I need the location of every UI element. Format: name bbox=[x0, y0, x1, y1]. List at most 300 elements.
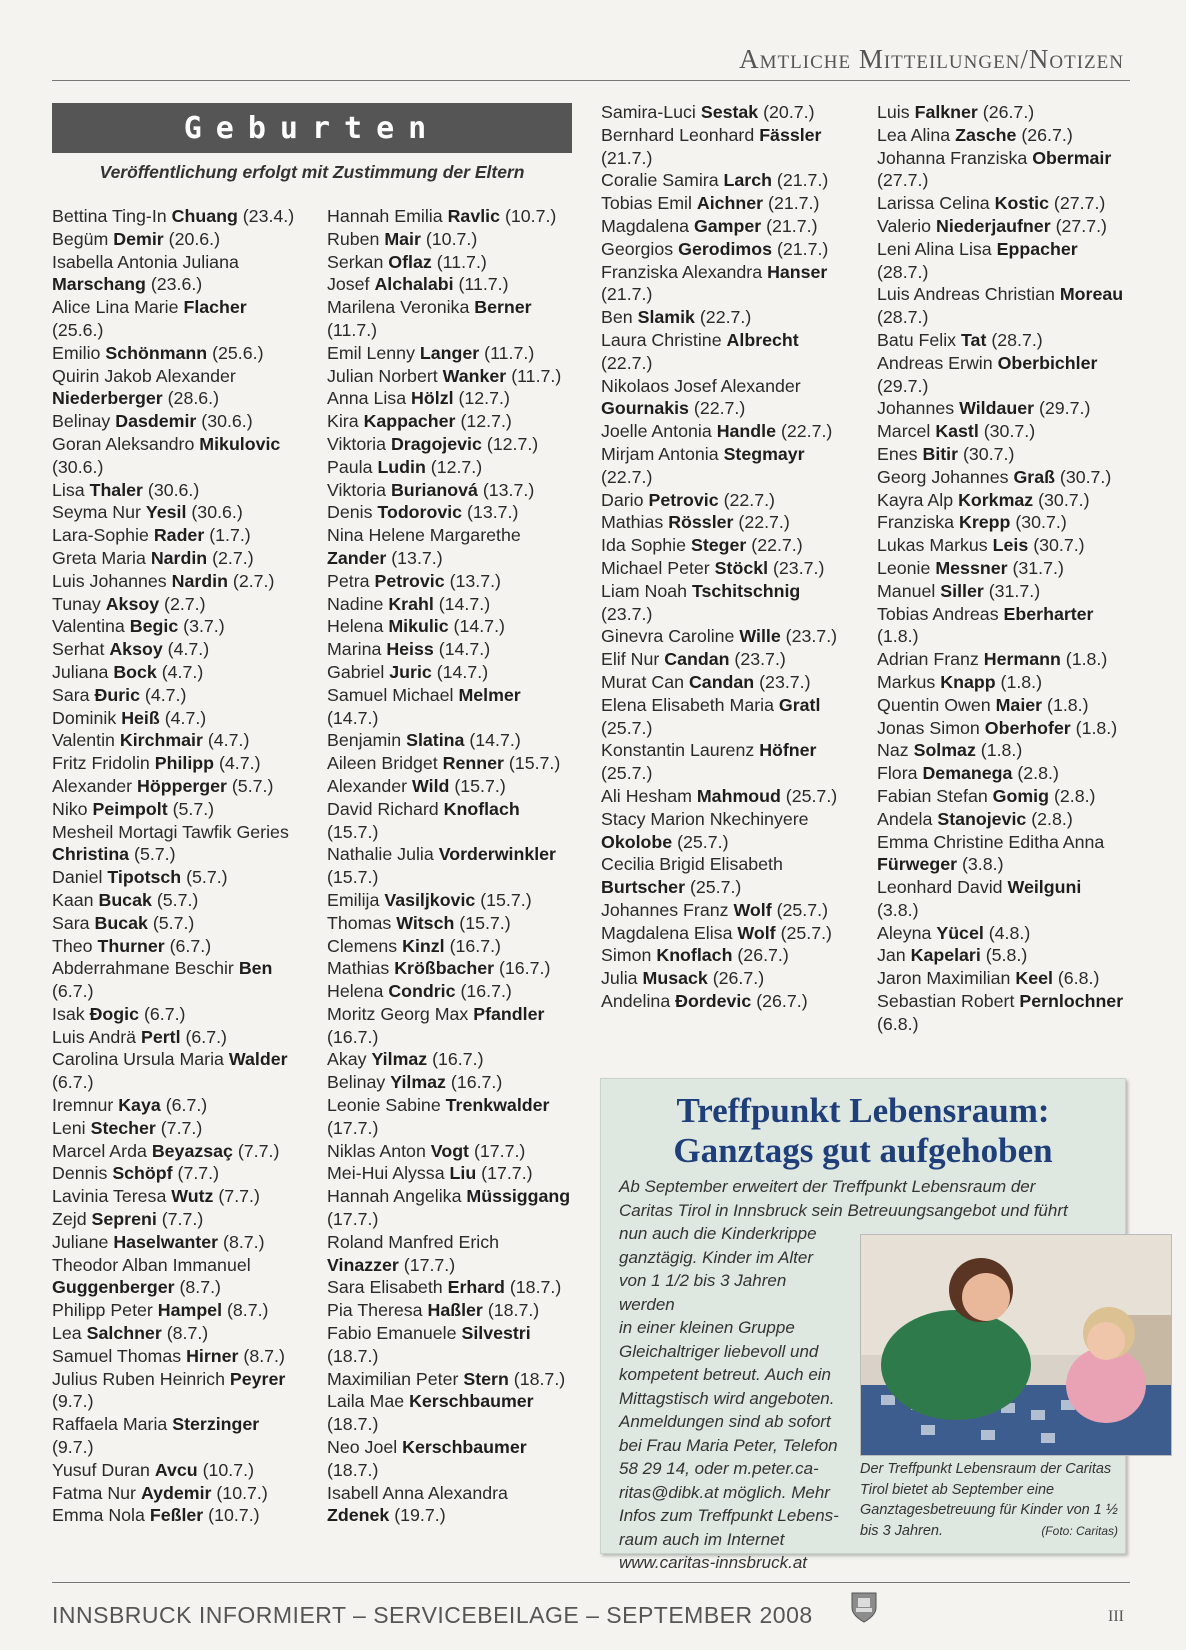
birth-date: (1.8.) bbox=[1047, 694, 1089, 715]
birth-date: (16.7.) bbox=[498, 958, 551, 979]
birth-date: (4.7.) bbox=[207, 730, 250, 751]
birth-first-names: Jan bbox=[877, 945, 906, 966]
birth-date: (30.6.) bbox=[52, 456, 104, 477]
birth-first-names: Kaan bbox=[52, 889, 94, 910]
birth-date: (18.7.) bbox=[327, 1345, 379, 1366]
birth-first-names: Helena bbox=[327, 981, 384, 1002]
footer-publication: INNSBRUCK INFORMIERT – SERVICEBEILAGE – SEPTEMBER 2008 bbox=[52, 1602, 813, 1628]
birth-last-name: Peimpolt bbox=[92, 798, 168, 819]
birth-first-names: Leni bbox=[52, 1117, 86, 1138]
birth-date: (10.7.) bbox=[216, 1482, 268, 1503]
birth-entry bbox=[327, 570, 572, 593]
birth-first-names: Iremnur bbox=[52, 1095, 114, 1116]
birth-entry bbox=[877, 648, 1124, 671]
birth-last-name: Stecher bbox=[90, 1117, 156, 1138]
birth-last-name: Pertl bbox=[140, 1026, 181, 1047]
birth-entry bbox=[52, 775, 300, 798]
birth-first-names: Hannah Emilia bbox=[327, 206, 443, 226]
birth-entry bbox=[601, 443, 847, 489]
birth-last-name: Wanker bbox=[442, 365, 507, 386]
birth-entry bbox=[601, 694, 847, 740]
birth-last-name: Erhard bbox=[447, 1277, 505, 1298]
birth-last-name: Krößbacher bbox=[394, 958, 495, 979]
birth-first-names: Cecilia Brigid Elisabeth bbox=[601, 854, 783, 875]
birth-date: (4.7.) bbox=[218, 753, 261, 774]
birth-date: (23.4.) bbox=[242, 206, 295, 226]
birth-date: (17.7.) bbox=[327, 1209, 379, 1230]
birth-date: (16.7.) bbox=[449, 935, 501, 956]
birth-last-name: Liu bbox=[449, 1163, 477, 1184]
birth-date: (13.7.) bbox=[482, 479, 535, 500]
birth-date: (5.7.) bbox=[172, 798, 215, 819]
birth-date: (3.8.) bbox=[962, 854, 1004, 875]
section-header: Amtliche Mitteilungen/Notizen bbox=[739, 44, 1124, 74]
birth-date: (25.7.) bbox=[601, 717, 653, 738]
birth-date: (14.7.) bbox=[438, 639, 491, 660]
birth-entry bbox=[52, 1413, 300, 1459]
birth-entry bbox=[52, 1094, 300, 1117]
birth-last-name: Albrecht bbox=[726, 329, 799, 350]
birth-first-names: Marcel bbox=[877, 421, 931, 442]
birth-first-names: Begüm bbox=[52, 228, 109, 249]
birth-entry bbox=[601, 375, 847, 421]
birth-entry bbox=[601, 808, 847, 854]
birth-first-names: Bernhard Leonhard bbox=[601, 124, 755, 145]
birth-date: (5.7.) bbox=[186, 867, 228, 888]
birth-first-names: Franziska Alexandra bbox=[601, 261, 763, 282]
birth-first-names: Andreas Erwin bbox=[877, 352, 993, 373]
birth-entry bbox=[601, 511, 847, 534]
birth-date: (30.7.) bbox=[1038, 489, 1090, 510]
birth-date: (18.7.) bbox=[513, 1368, 566, 1389]
birth-entry bbox=[52, 866, 300, 889]
birth-date: (22.7.) bbox=[699, 307, 752, 328]
birth-entry bbox=[877, 922, 1124, 945]
births-column-2 bbox=[327, 205, 572, 1527]
birth-entry bbox=[877, 534, 1124, 557]
birth-last-name: Chuang bbox=[171, 206, 238, 226]
birth-first-names: Anna Lisa bbox=[327, 388, 407, 409]
birth-last-name: Stöckl bbox=[714, 557, 769, 578]
birth-date: (7.7.) bbox=[161, 1209, 204, 1230]
birth-first-names: Luis bbox=[877, 102, 910, 122]
birth-date: (18.7.) bbox=[509, 1277, 562, 1298]
birth-date: (11.7.) bbox=[458, 274, 509, 295]
birth-first-names: Serkan bbox=[327, 251, 384, 272]
birth-first-names: Laila Mae bbox=[327, 1391, 405, 1412]
birth-entry bbox=[877, 420, 1124, 443]
birth-entry bbox=[52, 957, 300, 1003]
birth-last-name: Siller bbox=[940, 580, 984, 601]
birth-entry bbox=[52, 433, 300, 479]
birth-last-name: Niederjaufner bbox=[935, 215, 1051, 236]
birth-first-names: Emma Nola bbox=[52, 1505, 145, 1526]
birth-last-name: Wild bbox=[412, 775, 450, 796]
birth-date: (30.7.) bbox=[1059, 466, 1112, 487]
birth-date: (25.6.) bbox=[212, 342, 264, 363]
birth-entry bbox=[327, 205, 572, 228]
birth-entry bbox=[52, 570, 300, 593]
birth-first-names: Andela bbox=[877, 808, 933, 829]
birth-entry bbox=[877, 785, 1124, 808]
birth-entry bbox=[877, 283, 1124, 329]
birth-entry bbox=[877, 717, 1124, 740]
birth-first-names: Gabriel bbox=[327, 661, 385, 682]
birth-first-names: Johanna Franziska bbox=[877, 147, 1028, 168]
birth-first-names: Tunay bbox=[52, 593, 101, 614]
birth-entry bbox=[327, 1162, 572, 1185]
birth-last-name: Höfner bbox=[759, 740, 817, 761]
info-box-text-line: 58 29 14, oder m.peter.ca- bbox=[619, 1459, 819, 1478]
birth-entry bbox=[327, 1322, 572, 1368]
birth-last-name: Oberhofer bbox=[984, 717, 1071, 738]
birth-date: (16.7.) bbox=[327, 1026, 379, 1047]
birth-date: (11.7.) bbox=[436, 251, 487, 272]
birth-entry bbox=[327, 251, 572, 274]
birth-last-name: Keel bbox=[1015, 968, 1053, 989]
birth-entry bbox=[52, 593, 300, 616]
birth-date: (26.7.) bbox=[737, 945, 789, 966]
birth-last-name: Haßler bbox=[427, 1300, 483, 1321]
birth-last-name: Kapelari bbox=[910, 945, 981, 966]
birth-entry bbox=[327, 638, 572, 661]
birth-date: (17.7.) bbox=[403, 1254, 456, 1275]
birth-first-names: Luis Johannes bbox=[52, 570, 167, 591]
birth-first-names: Moritz Georg Max bbox=[327, 1003, 469, 1024]
birth-last-name: Gratl bbox=[778, 694, 821, 715]
birth-entry bbox=[327, 479, 572, 502]
birth-last-name: Thurner bbox=[97, 935, 165, 956]
birth-date: (8.7.) bbox=[223, 1231, 265, 1252]
birth-date: (21.7.) bbox=[776, 170, 829, 191]
birth-first-names: Marcel Arda bbox=[52, 1140, 147, 1161]
birth-first-names: Isak bbox=[52, 1003, 85, 1024]
birth-date: (28.7.) bbox=[877, 307, 929, 328]
birth-first-names: Mirjam Antonia bbox=[601, 443, 719, 464]
birth-first-names: Julia bbox=[601, 968, 638, 989]
birth-first-names: Naz bbox=[877, 740, 909, 761]
birth-first-names: Belinay bbox=[327, 1072, 386, 1093]
birth-last-name: Hermann bbox=[983, 649, 1061, 670]
birth-entry bbox=[877, 489, 1124, 512]
birth-entry bbox=[877, 603, 1124, 649]
birth-last-name: Messner bbox=[935, 557, 1008, 578]
info-box-title-line-2: Ganztags gut aufgehoben bbox=[673, 1131, 1053, 1170]
birth-first-names: Ben bbox=[601, 307, 633, 328]
birth-entry bbox=[877, 215, 1124, 238]
birth-entry bbox=[327, 1390, 572, 1436]
birth-date: (26.7.) bbox=[1021, 124, 1073, 145]
birth-last-name: Gamper bbox=[693, 215, 762, 236]
birth-date: (23.7.) bbox=[734, 649, 786, 670]
birth-entry bbox=[52, 661, 300, 684]
birth-first-names: Juliana bbox=[52, 661, 109, 682]
birth-date: (22.7.) bbox=[601, 352, 653, 373]
birth-first-names: Mesheil Mortagi Tawfik Geries bbox=[52, 821, 289, 842]
birth-first-names: Marilena Veronika bbox=[327, 297, 470, 318]
birth-entry bbox=[327, 1048, 572, 1071]
birth-date: (20.7.) bbox=[763, 102, 815, 122]
birth-first-names: Philipp Peter bbox=[52, 1300, 153, 1321]
birth-first-names: Stacy Marion Nkechinyere bbox=[601, 808, 809, 829]
birth-last-name: Aksoy bbox=[109, 639, 163, 660]
birth-first-names: Viktoria bbox=[327, 479, 386, 500]
birth-date: (2.7.) bbox=[232, 570, 275, 591]
birth-last-name: Zander bbox=[327, 547, 387, 568]
birth-first-names: Niklas Anton bbox=[327, 1140, 426, 1161]
birth-date: (31.7.) bbox=[1012, 557, 1064, 578]
birth-last-name: Aydemir bbox=[140, 1482, 212, 1503]
birth-entry bbox=[877, 694, 1124, 717]
birth-first-names: Lea bbox=[52, 1323, 82, 1344]
birth-date: (6.7.) bbox=[169, 935, 212, 956]
birth-date: (13.7.) bbox=[449, 570, 501, 591]
info-box-text-line: ritas@dibk.at möglich. Mehr bbox=[619, 1482, 830, 1502]
birth-first-names: Larissa Celina bbox=[877, 193, 990, 214]
birth-entry bbox=[327, 1276, 572, 1299]
birth-date: (15.7.) bbox=[459, 912, 511, 933]
birth-last-name: Bock bbox=[113, 661, 157, 682]
birth-last-name: Rader bbox=[153, 525, 205, 546]
birth-last-name: Hampel bbox=[157, 1300, 223, 1321]
birth-first-names: Joelle Antonia bbox=[601, 421, 712, 442]
birth-entry bbox=[52, 1504, 300, 1527]
birth-entry bbox=[327, 889, 572, 912]
top-rule bbox=[52, 80, 1130, 81]
birth-entry bbox=[52, 342, 300, 365]
birth-entry bbox=[327, 1094, 572, 1140]
birth-last-name: Melmer bbox=[458, 684, 521, 705]
birth-first-names: Daniel bbox=[52, 867, 103, 888]
birth-date: (8.7.) bbox=[243, 1345, 285, 1366]
birth-date: (15.7.) bbox=[327, 867, 379, 888]
birth-last-name: Flacher bbox=[183, 297, 247, 318]
birth-first-names: Seyma Nur bbox=[52, 502, 141, 523]
birth-last-name: Handle bbox=[716, 421, 776, 442]
birth-first-names: Akay bbox=[327, 1049, 367, 1070]
birth-first-names: Emma Christine Editha Anna bbox=[877, 831, 1105, 852]
birth-entry bbox=[52, 1185, 300, 1208]
birth-first-names: Quirin Jakob Alexander bbox=[52, 365, 236, 386]
info-box-text-line: in einer kleinen Gruppe bbox=[619, 1318, 795, 1337]
birth-first-names: Denis bbox=[327, 502, 373, 523]
birth-entry bbox=[52, 1368, 300, 1414]
birth-entry bbox=[327, 296, 572, 342]
birth-last-name: Ben bbox=[238, 958, 273, 979]
birth-date: (27.7.) bbox=[1055, 215, 1107, 236]
birth-first-names: Benjamin bbox=[327, 730, 402, 751]
birth-date: (10.7.) bbox=[202, 1459, 254, 1480]
birth-last-name: Kerschbaumer bbox=[409, 1391, 534, 1412]
info-box-text-line: Caritas Tirol in Innsbruck sein Betreuungsangebot und führt bbox=[619, 1200, 1068, 1220]
birth-last-name: Falkner bbox=[914, 102, 978, 122]
birth-date: (1.8.) bbox=[1075, 717, 1118, 738]
birth-entry bbox=[327, 593, 572, 616]
birth-first-names: Manuel bbox=[877, 580, 936, 601]
birth-last-name: Feßler bbox=[149, 1505, 204, 1526]
birth-first-names: Coralie Samira bbox=[601, 170, 719, 191]
birth-last-name: Avcu bbox=[154, 1459, 198, 1480]
birth-first-names: Lukas Markus bbox=[877, 535, 988, 556]
birth-date: (16.7.) bbox=[450, 1072, 503, 1093]
birth-entry bbox=[601, 238, 847, 261]
birth-first-names: Alice Lina Marie bbox=[52, 297, 179, 318]
page-number: III bbox=[1108, 1608, 1124, 1625]
birth-date: (6.8.) bbox=[877, 1013, 919, 1034]
birth-entry bbox=[52, 1299, 300, 1322]
birth-entry bbox=[877, 443, 1124, 466]
birth-last-name: Đordevic bbox=[675, 991, 752, 1012]
birth-first-names: Greta Maria bbox=[52, 547, 146, 568]
birth-entry bbox=[877, 238, 1124, 284]
birth-entry bbox=[877, 124, 1124, 147]
birth-entry bbox=[52, 1048, 300, 1094]
birth-entry bbox=[52, 1482, 300, 1505]
birth-entry bbox=[52, 410, 300, 433]
birth-first-names: Lisa bbox=[52, 479, 85, 500]
info-box-text-line: Mittagstisch wird angeboten. bbox=[619, 1388, 835, 1408]
birth-entry bbox=[327, 775, 572, 798]
birth-date: (6.7.) bbox=[185, 1026, 227, 1047]
info-box-text-line: Ab September erweitert der Treffpunkt Lebensraum der bbox=[619, 1177, 1036, 1196]
birth-last-name: Leis bbox=[992, 535, 1029, 556]
birth-entry bbox=[601, 534, 847, 557]
birth-entry bbox=[327, 387, 572, 410]
birth-date: (4.8.) bbox=[988, 922, 1031, 943]
birth-last-name: Zasche bbox=[955, 124, 1017, 145]
crest-icon bbox=[850, 1590, 878, 1624]
birth-last-name: Mikulic bbox=[388, 616, 449, 637]
birth-first-names: Valerio bbox=[877, 215, 932, 236]
birth-date: (25.7.) bbox=[780, 922, 832, 943]
birth-last-name: Moreau bbox=[1059, 284, 1124, 305]
birth-entry bbox=[52, 798, 300, 821]
info-box-text-line: bei Frau Maria Peter, Telefon bbox=[619, 1435, 838, 1455]
birth-entry bbox=[327, 752, 572, 775]
birth-last-name: Condric bbox=[388, 981, 456, 1002]
births-column-1 bbox=[52, 205, 300, 1527]
birth-date: (23.7.) bbox=[773, 557, 825, 578]
birth-entry bbox=[327, 615, 572, 638]
birth-last-name: Okolobe bbox=[601, 831, 673, 852]
birth-last-name: Haselwanter bbox=[113, 1231, 219, 1252]
birth-last-name: Fässler bbox=[759, 124, 822, 145]
birth-first-names: Aileen Bridget bbox=[327, 753, 438, 774]
birth-date: (6.7.) bbox=[52, 1072, 94, 1093]
birth-first-names: Bettina Ting-In bbox=[52, 206, 167, 226]
birth-entry bbox=[877, 101, 1124, 124]
birth-date: (21.7.) bbox=[601, 147, 653, 168]
birth-date: (4.7.) bbox=[167, 639, 210, 660]
birth-date: (15.7.) bbox=[454, 775, 506, 796]
birth-first-names: Franziska bbox=[877, 512, 955, 533]
birth-first-names: Dario bbox=[601, 489, 644, 510]
birth-entry bbox=[877, 944, 1124, 967]
birth-last-name: Renner bbox=[442, 753, 504, 774]
birth-first-names: Serhat bbox=[52, 639, 105, 660]
birth-date: (22.7.) bbox=[780, 421, 833, 442]
birth-date: (10.7.) bbox=[208, 1505, 260, 1526]
birth-first-names: Fabio Emanuele bbox=[327, 1323, 457, 1344]
birth-first-names: Lea Alina bbox=[877, 124, 951, 145]
birth-last-name: Ludin bbox=[377, 456, 426, 477]
birth-first-names: Fatma Nur bbox=[52, 1482, 136, 1503]
birth-first-names: Pia Theresa bbox=[327, 1300, 423, 1321]
birth-last-name: Candan bbox=[688, 671, 755, 692]
birth-first-names: Sara Elisabeth bbox=[327, 1277, 443, 1298]
birth-last-name: Vinazzer bbox=[327, 1254, 399, 1275]
birth-entry bbox=[52, 752, 300, 775]
birth-date: (1.8.) bbox=[1065, 649, 1108, 670]
birth-date: (23.6.) bbox=[150, 274, 203, 295]
birth-last-name: Larch bbox=[723, 170, 772, 191]
birth-entry bbox=[52, 729, 300, 752]
birth-last-name: Vasiljkovic bbox=[384, 889, 476, 910]
birth-first-names: Marina bbox=[327, 639, 382, 660]
birth-entry bbox=[327, 1436, 572, 1482]
birth-last-name: Alchalabi bbox=[374, 274, 454, 295]
birth-entry bbox=[52, 707, 300, 730]
birth-last-name: Candan bbox=[664, 649, 730, 670]
birth-entry bbox=[877, 990, 1124, 1036]
birth-last-name: Stanojevic bbox=[937, 808, 1027, 829]
photo-illustration bbox=[861, 1235, 1171, 1455]
birth-entry bbox=[52, 638, 300, 661]
birth-date: (14.7.) bbox=[453, 616, 505, 637]
birth-date: (14.7.) bbox=[469, 730, 521, 751]
birth-first-names: Maximilian Peter bbox=[327, 1368, 459, 1389]
birth-first-names: Leonie bbox=[877, 557, 931, 578]
info-box-title-line-1: Treffpunkt Lebensraum: bbox=[676, 1091, 1050, 1130]
birth-last-name: Gerodimos bbox=[678, 238, 772, 259]
birth-entry bbox=[877, 967, 1124, 990]
birth-first-names: Markus bbox=[877, 671, 936, 692]
birth-last-name: Wolf bbox=[733, 899, 772, 920]
birth-entry bbox=[877, 580, 1124, 603]
birth-entry bbox=[52, 251, 300, 297]
birth-entry bbox=[877, 831, 1124, 877]
birth-date: (1.7.) bbox=[209, 525, 251, 546]
birth-date: (21.7.) bbox=[776, 238, 829, 259]
birth-entry bbox=[877, 397, 1124, 420]
birth-date: (23.7.) bbox=[785, 626, 838, 647]
birth-first-names: Kayra Alp bbox=[877, 489, 954, 510]
birth-last-name: Weilguni bbox=[1007, 877, 1082, 898]
birth-last-name: Heiss bbox=[386, 639, 434, 660]
birth-entry bbox=[52, 889, 300, 912]
birth-last-name: Kirchmair bbox=[119, 730, 203, 751]
photo-caption bbox=[860, 1459, 1118, 1541]
birth-last-name: Dasdemir bbox=[115, 411, 197, 432]
info-box-text-line: nun auch die Kinderkrippe bbox=[619, 1224, 817, 1243]
birth-date: (16.7.) bbox=[460, 981, 512, 1002]
birth-last-name: Christina bbox=[52, 844, 130, 865]
birth-date: (19.7.) bbox=[394, 1505, 446, 1526]
birth-first-names: Emilija bbox=[327, 889, 380, 910]
birth-entry bbox=[601, 967, 847, 990]
birth-entry bbox=[601, 101, 847, 124]
birth-date: (22.7.) bbox=[601, 466, 653, 487]
birth-date: (4.7.) bbox=[164, 707, 207, 728]
birth-entry bbox=[601, 899, 847, 922]
birth-entry bbox=[52, 1117, 300, 1140]
birth-entry bbox=[877, 557, 1124, 580]
birth-first-names: Ali Hesham bbox=[601, 785, 692, 806]
birth-last-name: Maier bbox=[995, 694, 1043, 715]
birth-date: (2.8.) bbox=[1031, 808, 1073, 829]
birth-first-names: Magdalena Elisa bbox=[601, 922, 733, 943]
birth-last-name: Aichner bbox=[696, 193, 764, 214]
